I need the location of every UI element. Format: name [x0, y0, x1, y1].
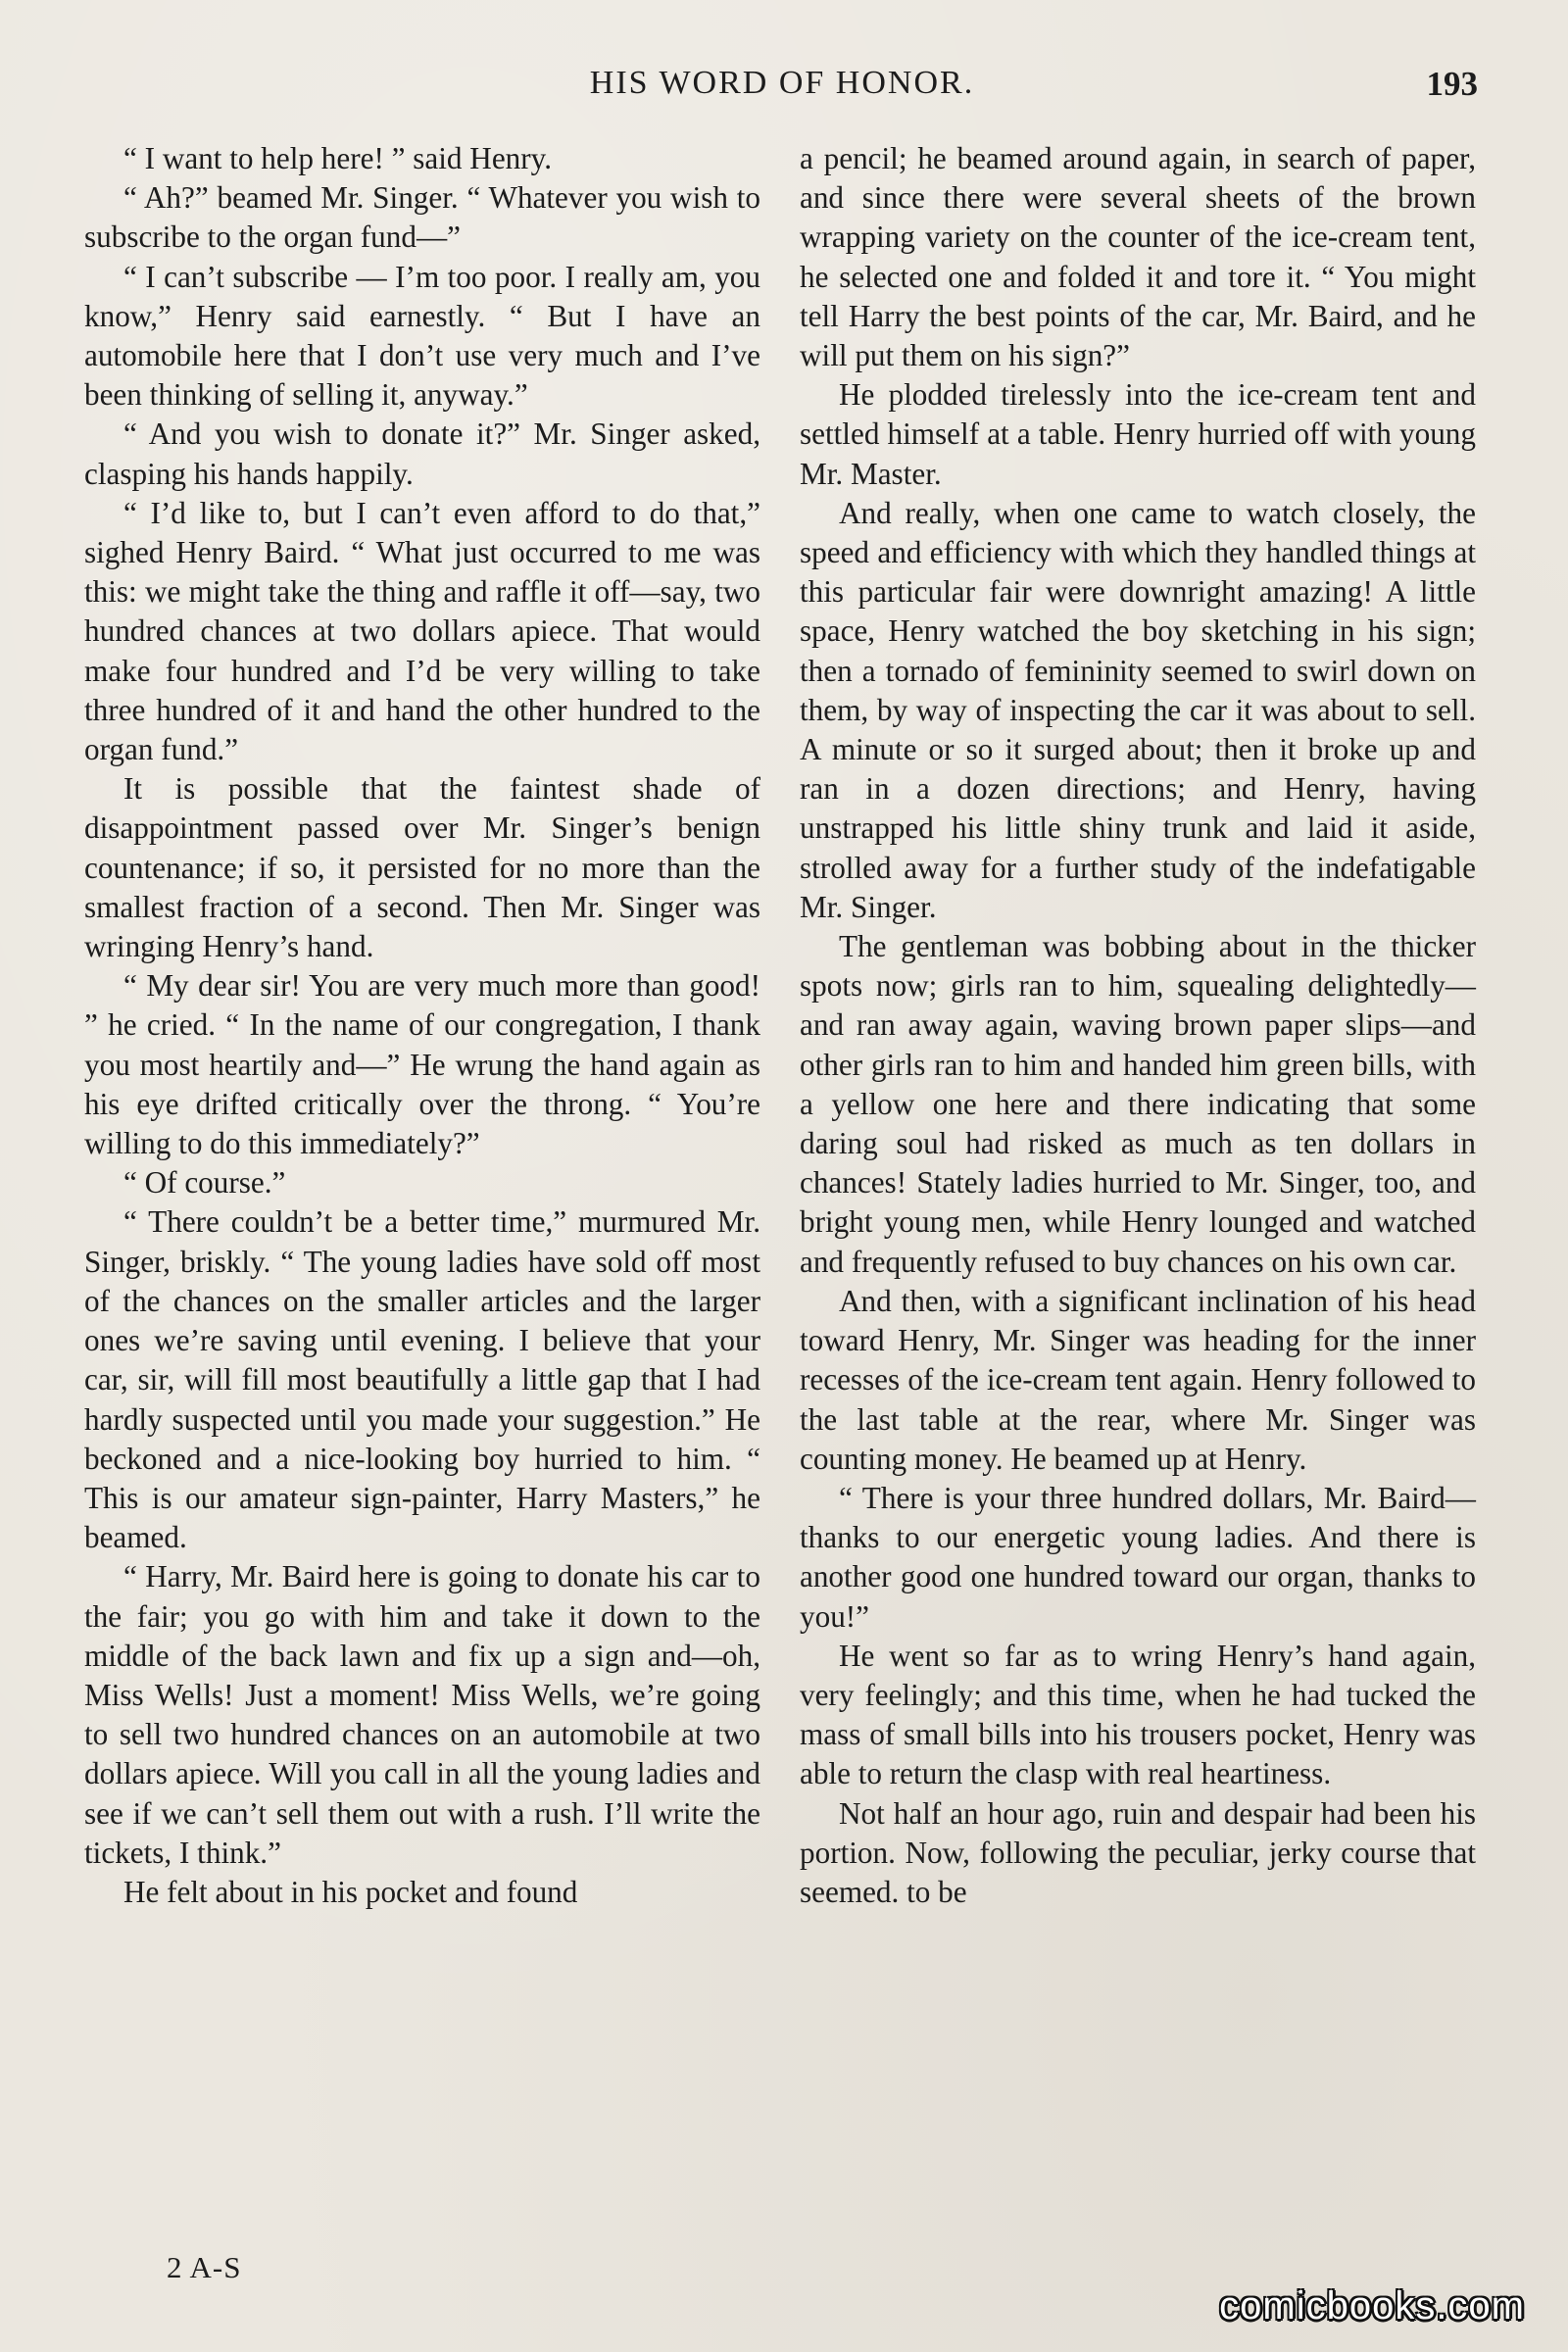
paragraph: And really, when one came to watch closely, the speed and efficiency with which they handled things at this particular fair were downright amazing! A little space, Henry watched the boy sketching in his sign; then a tornado of femininity seemed to swirl down on them, by way of inspecting the car it was about to sell. A minute or so it surged about; then it broke up and ran in a dozen directions; and Henry, having unstrapped his little shiny trunk and laid it aside, strolled away for a further study of the indefatigable Mr. Singer.	[800, 495, 1476, 924]
paragraph: “ Ah?” beamed Mr. Singer. “ Whatever you wish to subscribe to the organ fund—”	[84, 180, 760, 255]
paragraph: He plodded tirelessly into the ice-cream tent and settled himself at a table. Henry hurried off with young Mr. Master.	[800, 377, 1476, 491]
paragraph: “ And you wish to donate it?” Mr. Singer asked, clasping his hands happily.	[84, 416, 760, 491]
paragraph: “ My dear sir! You are very much more than good! ” he cried. “ In the name of our congregation, I thank you most heartily and—” He wrung the hand again as his eye drifted critically over the throng. “ You’re willing to do this immediately?”	[84, 968, 760, 1161]
right-column	[800, 139, 1476, 1912]
signature-mark: 2 A-S	[167, 2250, 242, 2284]
left-column	[84, 139, 760, 1912]
paragraph: “ I want to help here! ” said Henry.	[123, 141, 553, 175]
paragraph: “ Of course.”	[123, 1165, 286, 1200]
paragraph: “ There couldn’t be a better time,” murmured Mr. Singer, briskly. “ The young ladies have sold off most of the chances on the smaller articles and the larger ones we’re saving until evening. I believe that your car, sir, will fill most beautifully a little gap that I had hardly suspected until you made your suggestion.” He beckoned and a nice-looking boy hurried to him. “ This is our amateur sign-painter, Harry Masters,” he beamed.	[84, 1204, 760, 1555]
running-head	[86, 65, 1478, 114]
paragraph: “ I’d like to, but I can’t even afford to do that,” sighed Henry Baird. “ What just occurred to me was this: we might take the thing and raffle it off—say, two hundred chances at two dollars apiece. That would make four hundred and I’d be very willing to take three hundred of it and hand the other hundred to the organ fund.”	[84, 495, 760, 767]
paragraph: He went so far as to wring Henry’s hand again, very feelingly; and this time, when he had tucked the mass of small bills into his trousers pocket, Henry was able to return the clasp with real heartiness.	[800, 1638, 1476, 1791]
paragraph: “ Harry, Mr. Baird here is going to donate his car to the fair; you go with him and take it down to the middle of the back lawn and fix up a sign and—oh, Miss Wells! Just a moment! Miss Wells, we’re going to sell two hundred chances on an automobile at two dollars apiece. Will you call in all the young ladies and see if we can’t sell them out with a rush. I’ll write the tickets, I think.”	[84, 1559, 760, 1870]
paragraph: And then, with a significant inclination of his head toward Henry, Mr. Singer was heading for the inner recesses of the ice-cream tent again. Henry followed to the last table at the rear, where Mr. Singer was counting money. He beamed up at Henry.	[800, 1283, 1476, 1476]
paragraph: The gentleman was bobbing about in the thicker spots now; girls ran to him, squealing delightedly—and ran away again, waving brown paper slips—and other girls ran to him and handed him green bills, with a yellow one here and there indicating that some daring soul had risked as much as ten dollars in chances! Stately ladies hurried to Mr. Singer, too, and bright young men, while Henry lounged and watched and frequently refused to buy chances on his own car.	[800, 929, 1476, 1279]
paragraph: He felt about in his pocket and found	[123, 1874, 578, 1909]
running-title: HIS WORD OF HONOR.	[589, 65, 975, 101]
paragraph: “ I can’t subscribe — I’m too poor. I really am, you know,” Henry said earnestly. “ But I have an automobile here that I don’t use very much and I’ve been thinking of selling it, anyway.”	[84, 259, 760, 413]
paragraph: Not half an hour ago, ruin and despair had been his portion. Now, following the peculiar, jerky course that seemed. to be	[800, 1795, 1476, 1909]
watermark: comicbooks.com	[1219, 2284, 1525, 2328]
paragraph-continued: a pencil; he beamed around again, in search of paper, and since there were several sheets of the brown wrapping variety on the counter of the ice-cream tent, he selected one and folded it and tore it. “ You might tell Harry the best points of the car, Mr. Baird, and he will put them on his sign?”	[800, 141, 1476, 373]
page-number: 193	[1426, 65, 1478, 103]
paragraph: “ There is your three hundred dollars, Mr. Baird—thanks to our energetic young ladies. And there is another good one hundred toward our organ, thanks to you!”	[800, 1480, 1476, 1634]
paragraph: It is possible that the faintest shade of disappointment passed over Mr. Singer’s benign countenance; if so, it persisted for no more than the smallest fraction of a second. Then Mr. Singer was wringing Henry’s hand.	[84, 771, 760, 964]
